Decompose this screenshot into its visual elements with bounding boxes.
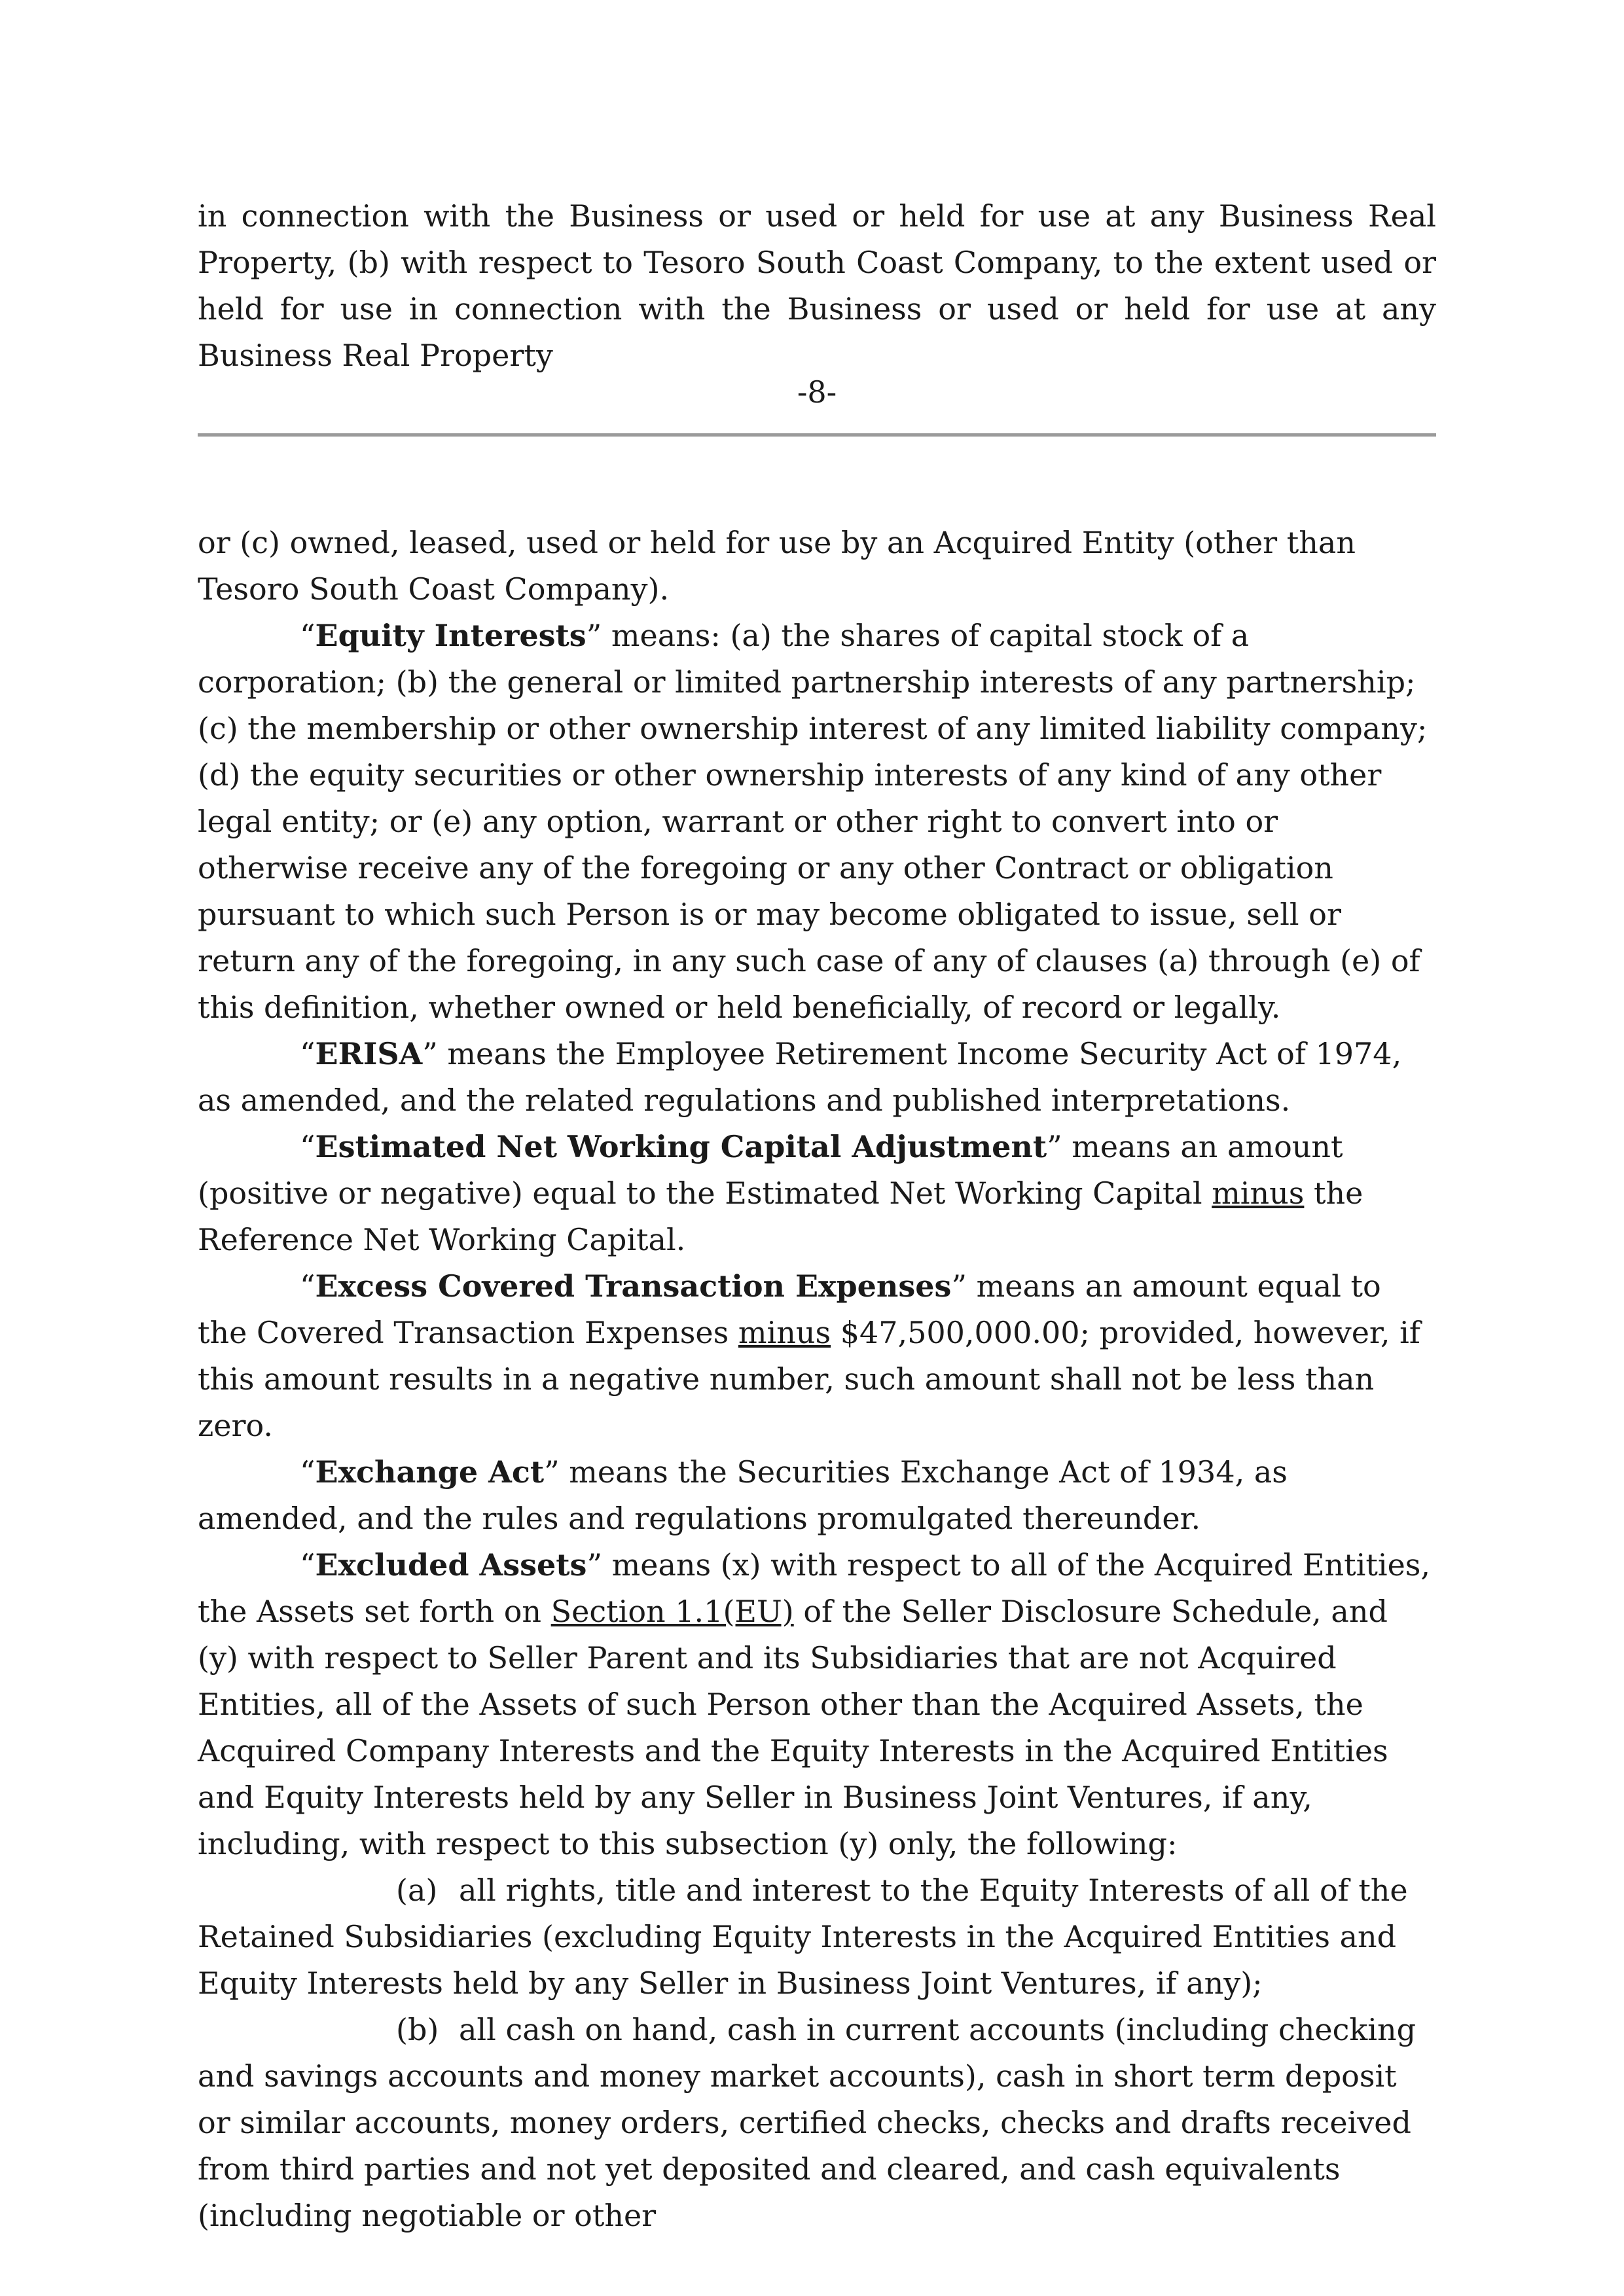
definition-text: $47,500,000.00; provided, however, if this amount results in a negative number, such amount shall not be less than zero. xyxy=(198,1315,1420,1443)
continuation-paragraph: or (c) owned, leased, used or held for use by an Acquired Entity (other than Tesoro South Coast Company). xyxy=(198,525,1356,607)
definition-text: means the Securities Exchange Act of 1934, as amended, and the rules and regulations promulgated thereunder. xyxy=(198,1454,1288,1536)
defined-term: Equity Interests xyxy=(315,618,586,653)
underlined-minus: minus xyxy=(738,1315,831,1350)
definition-text: means an amount (positive or negative) equal to the Estimated Net Working Capital xyxy=(198,1129,1343,1211)
page-break-divider xyxy=(198,433,1436,437)
defined-term: Excluded Assets xyxy=(315,1547,587,1583)
previous-page-tail xyxy=(198,193,1436,379)
definition-exchange-act: “Exchange Act” means the Securities Exchange Act of 1934, as amended, and the rules and regulations promulgated thereunder. xyxy=(198,1454,1288,1536)
definition-text: means an amount equal to the Covered Transaction Expenses xyxy=(198,1268,1381,1350)
definition-text: the Reference Net Working Capital. xyxy=(198,1175,1363,1257)
definition-erisa: “ERISA” means the Employee Retirement Income Security Act of 1974, as amended, and the related regulations and published interpretations. xyxy=(198,1036,1402,1118)
main-content xyxy=(198,520,1436,2239)
section-reference: Section 1.1(EU) xyxy=(550,1594,794,1629)
definition-excess-covered-transaction-expenses: “Excess Covered Transaction Expenses” means an amount equal to the Covered Transaction Expenses minus $47,500,000.00; provided, however, if this amount results in a negative number, such amount shall not be less than zero. xyxy=(198,1268,1420,1443)
definition-text: of the Seller Disclosure Schedule, and (y) with respect to Seller Parent and its Subsidiaries that are not Acquired Entities, all of the Assets of such Person other than the Acquired Assets, the Acquired Company Interests and the Equity Interests in the Acquired Entities and Equity Interests held by any Seller in Business Joint Ventures, if any, including, with respect to this subsection (y) only, the following: xyxy=(198,1594,1388,1861)
subclause-a xyxy=(198,1867,1436,2007)
definition-text: means: (a) the shares of capital stock of a corporation; (b) the general or limited partnership interests of any partnership; (c) the membership or other ownership interest of any limited liability company; (d) the equity securities or other ownership interests of any kind of any other legal entity; or (e) any option, warrant or other right to convert into or otherwise receive any of the foregoing or any other Contract or obligation pursuant to which such Person is or may become obligated to issue, sell or return any of the foregoing, in any such case of any of clauses (a) through (e) of this definition, whether owned or held beneficially, of record or legally. xyxy=(198,618,1428,1025)
subclause-marker: (a) xyxy=(396,1873,438,1908)
definition-equity-interests: “Equity Interests” means: (a) the shares of capital stock of a corporation; (b) the general or limited partnership interests of any partnership; (c) the membership or other ownership interest of any limited liability company; (d) the equity securities or other ownership interests of any kind of any other legal entity; or (e) any option, warrant or other right to convert into or otherwise receive any of the foregoing or any other Contract or obligation pursuant to which such Person is or may become obligated to issue, sell or return any of the foregoing, in any such case of any of clauses (a) through (e) of this definition, whether owned or held beneficially, of record or legally. xyxy=(198,618,1428,1025)
defined-term: ERISA xyxy=(315,1036,423,1071)
definition-text: means the Employee Retirement Income Security Act of 1974, as amended, and the related regulations and published interpretations. xyxy=(198,1036,1402,1118)
underlined-minus: minus xyxy=(1212,1175,1305,1211)
subclause-text: all rights, title and interest to the Equity Interests of all of the Retained Subsidiaries (excluding Equity Interests in the Acquired Entities and Equity Interests held by any Seller in Business Joint Ventures, if any); xyxy=(198,1873,1408,2001)
definition-text: means (x) with respect to all of the Acquired Entities, the Assets set forth on xyxy=(198,1547,1431,1629)
definition-excluded-assets: “Excluded Assets” means (x) with respect to all of the Acquired Entities, the Assets set forth on Section 1.1(EU) of the Seller Disclosure Schedule, and (y) with respect to Seller Parent and its Subsidiaries that are not Acquired Entities, all of the Assets of such Person other than the Acquired Assets, the Acquired Company Interests and the Equity Interests in the Acquired Entities and Equity Interests held by any Seller in Business Joint Ventures, if any, including, with respect to this subsection (y) only, the following: xyxy=(198,1547,1431,1861)
page-number: -8- xyxy=(797,374,837,410)
definition-estimated-nwc-adjustment: “Estimated Net Working Capital Adjustment” means an amount (positive or negative) equal to the Estimated Net Working Capital minus the Reference Net Working Capital. xyxy=(198,1129,1363,1257)
subclause-b xyxy=(198,2007,1436,2239)
subclause-marker: (b) xyxy=(396,2012,439,2047)
top-paragraph: in connection with the Business or used or held for use at any Business Real Property, (b) with respect to Tesoro South Coast Company, to the extent used or held for use in connection with the Business or used or held for use at any Business Real Property xyxy=(198,198,1436,373)
defined-term: Exchange Act xyxy=(315,1454,545,1490)
subclause-text: all cash on hand, cash in current accounts (including checking and savings accounts and money market accounts), cash in short term deposit or similar accounts, money orders, certified checks, checks and drafts received from third parties and not yet deposited and cleared, and cash equivalents (including negotiable or other xyxy=(198,2012,1416,2233)
defined-term: Estimated Net Working Capital Adjustment xyxy=(315,1129,1047,1164)
defined-term: Excess Covered Transaction Expenses xyxy=(315,1268,952,1304)
